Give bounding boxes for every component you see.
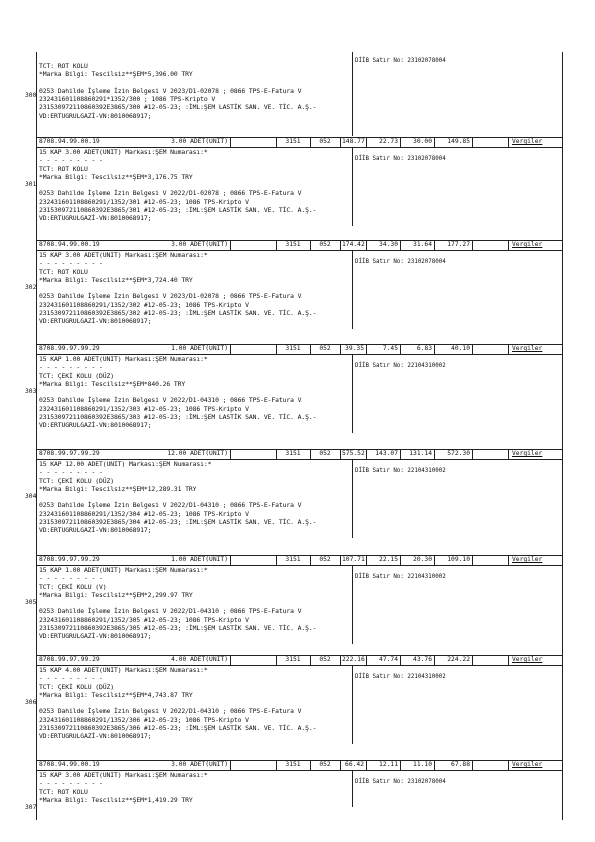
value-4: 224.22: [447, 656, 470, 663]
value-4: 149.85: [447, 138, 470, 145]
data-row-column-rule: [472, 240, 473, 250]
data-row-column-rule: [310, 344, 311, 354]
data-row-column-rule: [434, 655, 435, 665]
hs-code: 8708.99.97.99.29: [39, 556, 100, 563]
diib-reference: DİİB Satır No: 23102078004: [355, 779, 446, 785]
value-2: 143.07: [375, 450, 398, 457]
value-1: 66.42: [345, 761, 364, 768]
data-row-column-rule: [508, 344, 509, 354]
data-row-column-rule: [508, 555, 509, 565]
data-row-column-rule: [434, 555, 435, 565]
data-row-column-rule: [508, 240, 509, 250]
data-row-column-rule: [508, 760, 509, 770]
data-row-column-rule: [434, 137, 435, 147]
ref-divider: [352, 250, 353, 329]
data-row-column-rule: [472, 449, 473, 459]
data-row-column-rule: [276, 655, 277, 665]
data-row-column-rule: [472, 655, 473, 665]
value-3: 30.00: [413, 138, 432, 145]
data-row-column-rule: [340, 240, 341, 250]
quantity: 3.00 ADET(UNIT): [171, 138, 228, 145]
data-row-column-rule: [310, 449, 311, 459]
data-row-column-rule: [366, 555, 367, 565]
data-row-column-rule: [230, 655, 231, 665]
ref-divider: [352, 565, 353, 644]
quantity: 1.00 ADET(UNIT): [171, 345, 228, 352]
taxes-link[interactable]: Vergiler: [512, 450, 543, 457]
data-row-column-rule: [472, 555, 473, 565]
hs-code: 8708.94.99.00.19: [39, 761, 100, 768]
code-1: 3151: [285, 138, 301, 145]
hs-code: 8708.99.97.99.29: [39, 656, 100, 663]
value-4: 40.10: [451, 345, 470, 352]
code-2: 052: [319, 241, 331, 248]
data-row-column-rule: [366, 449, 367, 459]
taxes-link[interactable]: Vergiler: [512, 138, 543, 145]
data-row-column-rule: [230, 240, 231, 250]
data-row-column-rule: [276, 449, 277, 459]
description-block: 15 KAP 1.00 ADET(UNIT) Markası:ŞEM Numarası:* - - - - - - - - - TCT: ÇEKİ KOLU (V) *Marka Bilgi: Tescilsiz**ŞEM*2,299.97 TRY 0253 Dahilde İşleme İzin Belgesi V 2022/D1-04310 ; 0866 TPS-E-Fatura V 232431601108860291/1352/305 #12-05-23; 1086 TPS-Kripto V 231530972110860392E3865/305 #12-05-23; :İML:ŞEM LASTİK SAN. VE. TİC. A.Ş.- VD:ERTUGRULGAZİ-VN:8010068917;: [39, 566, 317, 641]
data-row-column-rule: [366, 760, 367, 770]
data-row-column-rule: [366, 344, 367, 354]
taxes-link[interactable]: Vergiler: [512, 345, 543, 352]
code-2: 052: [319, 761, 331, 768]
data-row-column-rule: [310, 555, 311, 565]
data-row-column-rule: [400, 760, 401, 770]
hs-code: 8708.99.97.99.29: [39, 450, 100, 457]
diib-reference: DİİB Satır No: 23102078004: [355, 58, 446, 64]
data-row-column-rule: [434, 760, 435, 770]
value-3: 43.76: [413, 656, 432, 663]
diib-reference: DİİB Satır No: 23102078004: [355, 259, 446, 265]
ref-divider: [352, 459, 353, 538]
code-2: 052: [319, 345, 331, 352]
value-2: 22.15: [379, 556, 398, 563]
description-block: 15 KAP 12.00 ADET(UNIT) Markası:ŞEM Numarası:* - - - - - - - - - TCT: ÇEKİ KOLU (DÜZ) *Marka Bilgi: Tescilsiz**ŞEM*12,289.31 TRY 0253 Dahilde İşleme İzin Belgesi V 2022/D1-04310 ; 0866 TPS-E-Fatura V 232431601108860291/1352/304 #12-05-23; 1086 TPS-Kripto V 231530972110860392E3865/304 #12-05-23; :İML:ŞEM LASTİK SAN. VE. TİC. A.Ş.- VD:ERTUGRULGAZİ-VN:8010068917;: [39, 460, 317, 535]
value-4: 177.27: [447, 241, 470, 248]
code-1: 3151: [285, 450, 301, 457]
value-1: 222.16: [342, 656, 365, 663]
value-3: 131.14: [409, 450, 432, 457]
value-1: 575.52: [342, 450, 365, 457]
data-row-column-rule: [230, 449, 231, 459]
taxes-link[interactable]: Vergiler: [512, 656, 543, 663]
data-row-column-rule: [472, 344, 473, 354]
data-row-column-rule: [230, 344, 231, 354]
description-block: 15 KAP 3.00 ADET(UNIT) Markası:ŞEM Numarası:* - - - - - - - - - TCT: ROT KOLU *Marka Bilgi: Tescilsiz**ŞEM*3,724.40 TRY 0253 Dahilde İşleme İzin Belgesi V 2023/D1-02078 ; 0866 TPS-E-Fatura V 232431601108860291/1352/302 #12-05-23; 1086 TPS-Kripto V 231530972110860392E3865/302 #12-05-23; :İML:ŞEM LASTİK SAN. VE. TİC. A.Ş.- VD:ERTUGRULGAZİ-VN:8010068917;: [39, 251, 317, 326]
value-1: 174.42: [342, 241, 365, 248]
data-row-column-rule: [340, 760, 341, 770]
code-1: 3151: [285, 241, 301, 248]
hs-code: 8708.94.99.00.19: [39, 138, 100, 145]
taxes-link[interactable]: Vergiler: [512, 241, 543, 248]
value-4: 67.88: [451, 761, 470, 768]
data-row-column-rule: [276, 240, 277, 250]
value-1: 148.77: [342, 138, 365, 145]
ref-divider: [352, 770, 353, 807]
diib-reference: DİİB Satır No: 23102078004: [355, 156, 446, 162]
code-1: 3151: [285, 656, 301, 663]
code-1: 3151: [285, 345, 301, 352]
code-2: 052: [319, 556, 331, 563]
value-3: 31.64: [413, 241, 432, 248]
data-row-column-rule: [366, 655, 367, 665]
data-row-column-rule: [366, 137, 367, 147]
data-row-column-rule: [310, 240, 311, 250]
data-row-column-rule: [400, 655, 401, 665]
value-1: 39.35: [345, 345, 364, 352]
quantity: 1.00 ADET(UNIT): [171, 556, 228, 563]
diib-reference: DİİB Satır No: 22104310002: [355, 574, 446, 580]
data-row-column-rule: [276, 555, 277, 565]
value-2: 12.11: [379, 761, 398, 768]
diib-reference: DİİB Satır No: 22104310002: [355, 468, 446, 474]
data-row-column-rule: [340, 344, 341, 354]
ref-divider: [352, 354, 353, 433]
value-2: 47.74: [379, 656, 398, 663]
data-row-column-rule: [310, 655, 311, 665]
data-row-column-rule: [400, 555, 401, 565]
data-row-column-rule: [472, 137, 473, 147]
data-row-column-rule: [434, 449, 435, 459]
item-number: 304: [25, 493, 37, 500]
data-row-column-rule: [340, 555, 341, 565]
data-row-column-rule: [276, 137, 277, 147]
code-2: 052: [319, 450, 331, 457]
quantity: 4.00 ADET(UNIT): [171, 656, 228, 663]
data-row-column-rule: [400, 137, 401, 147]
data-row-column-rule: [276, 344, 277, 354]
item-number: 306: [25, 699, 37, 706]
diib-reference: DİİB Satır No: 22104310002: [355, 674, 446, 680]
item-number: 300: [25, 92, 37, 99]
data-row-column-rule: [340, 449, 341, 459]
data-row-column-rule: [434, 240, 435, 250]
quantity: 3.00 ADET(UNIT): [171, 241, 228, 248]
description-block: 15 KAP 1.00 ADET(UNIT) Markası:ŞEM Numarası:* - - - - - - - - - TCT: ÇEKİ KOLU (DÜZ) *Marka Bilgi: Tescilsiz**ŞEM*840.26 TRY 0253 Dahilde İşleme İzin Belgesi V 2022/D1-04310 ; 0866 TPS-E-Fatura V 232431601108860291/1352/303 #12-05-23; 1086 TPS-Kripto V 231530972110860392E3865/303 #12-05-23; :İML:ŞEM LASTİK SAN. VE. TİC. A.Ş.- VD:ERTUGRULGAZİ-VN:8010068917;: [39, 355, 317, 430]
hs-code: 8708.94.99.00.19: [39, 241, 100, 248]
value-2: 22.73: [379, 138, 398, 145]
description-block: 15 KAP 4.00 ADET(UNIT) Markası:ŞEM Numarası:* - - - - - - - - - TCT: ÇEKİ KOLU (DÜZ) *Marka Bilgi: Tescilsiz**ŞEM*4,743.87 TRY 0253 Dahilde İşleme İzin Belgesi V 2022/D1-04310 ; 0866 TPS-E-Fatura V 232431601108860291/1352/306 #12-05-23; 1086 TPS-Kripto V 231530972110860392E3865/306 #12-05-23; :İML:ŞEM LASTİK SAN. VE. TİC. A.Ş.- VD:ERTUGRULGAZİ-VN:8010068917;: [39, 666, 317, 741]
data-row-column-rule: [276, 760, 277, 770]
value-3: 11.10: [413, 761, 432, 768]
data-row-column-rule: [508, 449, 509, 459]
data-row-column-rule: [366, 240, 367, 250]
data-row-column-rule: [400, 449, 401, 459]
value-3: 20.30: [413, 556, 432, 563]
code-1: 3151: [285, 556, 301, 563]
data-row-column-rule: [472, 760, 473, 770]
data-row-column-rule: [340, 137, 341, 147]
quantity: 12.00 ADET(UNIT): [167, 450, 228, 457]
data-row-column-rule: [310, 137, 311, 147]
value-3: 6.83: [416, 345, 432, 352]
data-row-column-rule: [230, 555, 231, 565]
code-2: 052: [319, 138, 331, 145]
data-row-column-rule: [400, 240, 401, 250]
code-2: 052: [319, 656, 331, 663]
data-row-column-rule: [230, 760, 231, 770]
data-row-column-rule: [434, 344, 435, 354]
item-number: 305: [25, 599, 37, 606]
taxes-link[interactable]: Vergiler: [512, 556, 543, 563]
value-1: 107.71: [342, 556, 365, 563]
description-block: TCT: ROT KOLU *Marka Bilgi: Tescilsiz**ŞEM*5,396.00 TRY 0253 Dahilde İşleme İzin Belgesi V 2023/D1-02078 ; 0866 TPS-E-Fatura V 232431601108860291*1352/300 ; 1086 TPS-Kripto V 231530972110860392E3865/300 #12-05-23; :İML:ŞEM LASTİK SAN. VE. TİC. A.Ş.- VD:ERTUGRULGAZİ-VN:8010068917;: [39, 62, 317, 120]
data-row-column-rule: [508, 655, 509, 665]
ref-divider: [352, 665, 353, 744]
data-row-column-rule: [508, 137, 509, 147]
data-row-column-rule: [400, 344, 401, 354]
data-row-column-rule: [340, 655, 341, 665]
hs-code: 8708.99.97.99.29: [39, 345, 100, 352]
taxes-link[interactable]: Vergiler: [512, 761, 543, 768]
item-number: 303: [25, 388, 37, 395]
value-4: 572.30: [447, 450, 470, 457]
quantity: 3.00 ADET(UNIT): [171, 761, 228, 768]
data-row-column-rule: [230, 137, 231, 147]
item-number: 302: [25, 284, 37, 291]
item-number: 301: [25, 181, 37, 188]
value-2: 7.45: [382, 345, 398, 352]
data-row-column-rule: [310, 760, 311, 770]
code-1: 3151: [285, 761, 301, 768]
right-border: [562, 52, 563, 820]
ref-divider: [352, 147, 353, 226]
item-number: 307: [25, 804, 37, 811]
value-4: 109.10: [447, 556, 470, 563]
value-2: 34.30: [379, 241, 398, 248]
description-block: 15 KAP 3.00 ADET(UNIT) Markası:ŞEM Numarası:* - - - - - - - - - TCT: ROT KOLU *Marka Bilgi: Tescilsiz**ŞEM*3,176.75 TRY 0253 Dahilde İşleme İzin Belgesi V 2022/D1-02078 ; 0866 TPS-E-Fatura V 232431601108860291/1352/301 #12-05-23; 1086 TPS-Kripto V 231530972110860392E3865/301 #12-05-23; :İML:ŞEM LASTİK SAN. VE. TİC. A.Ş.- VD:ERTUGRULGAZİ-VN:8010068917;: [39, 148, 317, 223]
ref-divider: [352, 52, 353, 136]
description-block: 15 KAP 3.00 ADET(UNIT) Markası:ŞEM Numarası:* - - - - - - - - - TCT: ROT KOLU *Marka Bilgi: Tescilsiz**ŞEM*1,419.29 TRY: [39, 771, 208, 804]
diib-reference: DİİB Satır No: 22104310002: [355, 363, 446, 369]
